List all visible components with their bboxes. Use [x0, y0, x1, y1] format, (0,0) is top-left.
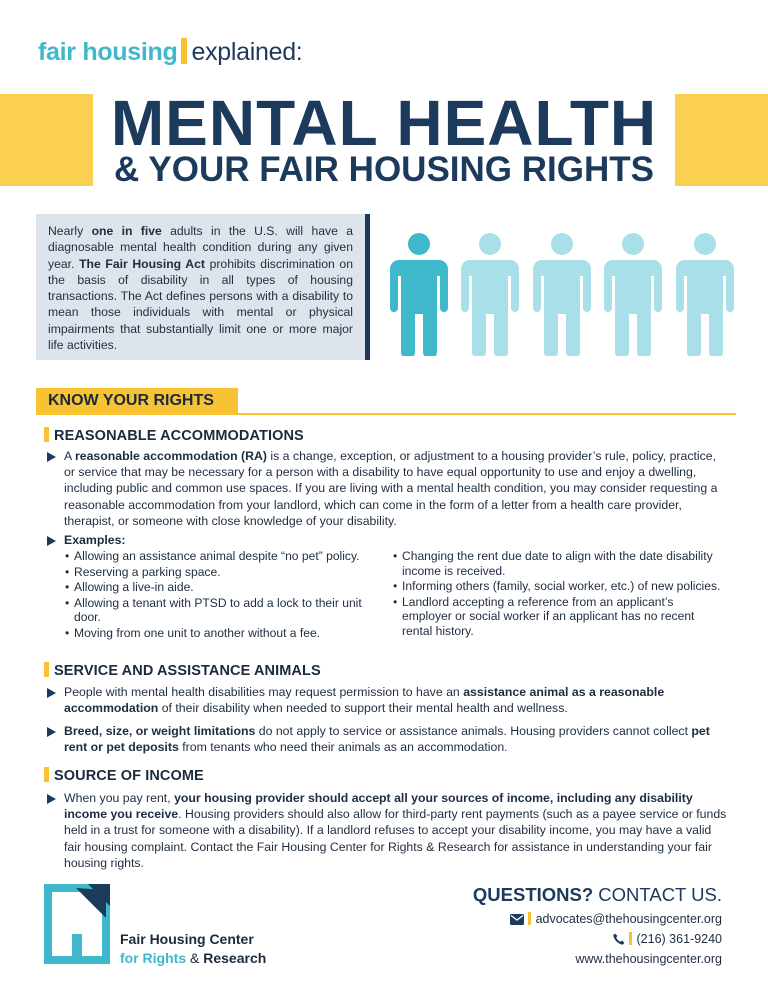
title-accent-left [0, 94, 93, 186]
list-item: • Changing the rent due date to align with the date disability income is received. [393, 549, 723, 578]
section-heading-reasonable-accommodations: REASONABLE ACCOMMODATIONS [44, 427, 304, 444]
contact-divider [629, 932, 632, 945]
phone-icon [613, 933, 625, 945]
fair-housing-act: The Fair Housing Act [79, 256, 205, 271]
examples-label: Examples: [64, 533, 126, 547]
org-name-line2: for Rights & Research [120, 950, 267, 966]
intro-box: Nearly one in five adults in the U.S. will have a diagnosable mental health condition during any given year. The Fair Housing Act prohibits discrimination on the basis of disability in all types of housing transactions. The Act defines persons with a disability to mean those individuals with mental or physical impairments that substantially limit one or more major life activities. [36, 214, 370, 360]
list-item: • Landlord accepting a reference from an applicant’s employer or social worker if an applicant has no recent rental history. [393, 595, 723, 639]
know-your-rights-banner: KNOW YOUR RIGHTS [36, 388, 238, 414]
stat-highlight: one in five [91, 224, 162, 238]
kicker [38, 38, 302, 67]
heading-marker [44, 427, 49, 442]
arrow-bullet-icon [47, 727, 56, 737]
ra-definition-paragraph: A reasonable accommodation (RA) is a change, exception, or adjustment to a housing provider’s rule, policy, practice, or service that may be necessary for a person with a disability to have equal opportunity to use and enjoy a dwelling, including public and common use spaces. If you are living with a mental health condition, you may consider requesting a reasonable accommodation from your landlord, which can come in the form of a letter from a health care provider, therapist, or someone with close knowledge of your disability. [64, 449, 718, 528]
contact-email-row [510, 912, 722, 926]
contact-heading: QUESTIONS? CONTACT US. [472, 884, 722, 905]
person-icons [388, 230, 738, 356]
contact-phone-row [613, 932, 722, 946]
person-icon [388, 230, 450, 356]
kicker-divider [181, 38, 187, 64]
heading-marker [44, 767, 49, 782]
arrow-bullet-icon [47, 688, 56, 698]
person-icon [602, 230, 664, 356]
section-heading-source-of-income: SOURCE OF INCOME [44, 767, 204, 784]
list-item: • Moving from one unit to another without a fee. [65, 626, 383, 641]
contact-divider [528, 912, 531, 925]
phone-number[interactable]: (216) 361-9240 [636, 932, 722, 946]
section-divider [36, 413, 736, 415]
list-item: • Reserving a parking space. [65, 565, 383, 580]
heading-marker [44, 662, 49, 677]
website-link[interactable]: www.thehousingcenter.org [575, 952, 722, 966]
arrow-bullet-icon [47, 794, 56, 804]
list-item: • Informing others (family, social worker, etc.) of new policies. [393, 579, 723, 594]
person-icon [459, 230, 521, 356]
kicker-explained: explained: [191, 38, 303, 66]
section-heading-service-animals: SERVICE AND ASSISTANCE ANIMALS [44, 662, 321, 679]
list-item: • Allowing a live-in aide. [65, 580, 383, 595]
kicker-fair-housing: fair housing [38, 38, 178, 66]
org-name-line1: Fair Housing Center [120, 931, 254, 947]
person-icon [531, 230, 593, 356]
fair-housing-center-logo [44, 884, 110, 964]
income-paragraph: When you pay rent, your housing provider should accept all your sources of income, including any disability income you receive. Housing providers should also allow for third-party rent payments (such as a payee service or funds held in a trust for someone with a disability). If a landlord refuses to accept your disability income, you may have a valid fair housing complaint. Contact the Fair Housing Center for Rights & Research for assistance in understanding your fair housing rights. [64, 791, 727, 870]
arrow-bullet-icon [47, 452, 56, 462]
list-item: • Allowing a tenant with PTSD to add a lock to their unit door. [65, 596, 383, 625]
page-title: MENTAL HEALTH [110, 87, 658, 159]
list-item: • Allowing an assistance animal despite “no pet” policy. [65, 549, 383, 564]
email-link[interactable]: advocates@thehousingcenter.org [535, 912, 722, 926]
person-icon [674, 230, 736, 356]
animals-paragraph-2: Breed, size, or weight limitations do not apply to service or assistance animals. Housing providers cannot collect pet rent or pet deposits from tenants who need their animals as an accommodation. [64, 724, 710, 755]
envelope-icon [510, 914, 524, 925]
animals-paragraph-1: People with mental health disabilities may request permission to have an assistance animal as a reasonable accommodation of their disability when needed to support their mental health and wellness. [64, 685, 665, 716]
arrow-bullet-icon [47, 536, 56, 546]
page-subtitle: & YOUR FAIR HOUSING RIGHTS [114, 150, 654, 189]
title-accent-right [675, 94, 768, 186]
examples-list-left [65, 549, 383, 642]
examples-list-right [393, 549, 723, 640]
